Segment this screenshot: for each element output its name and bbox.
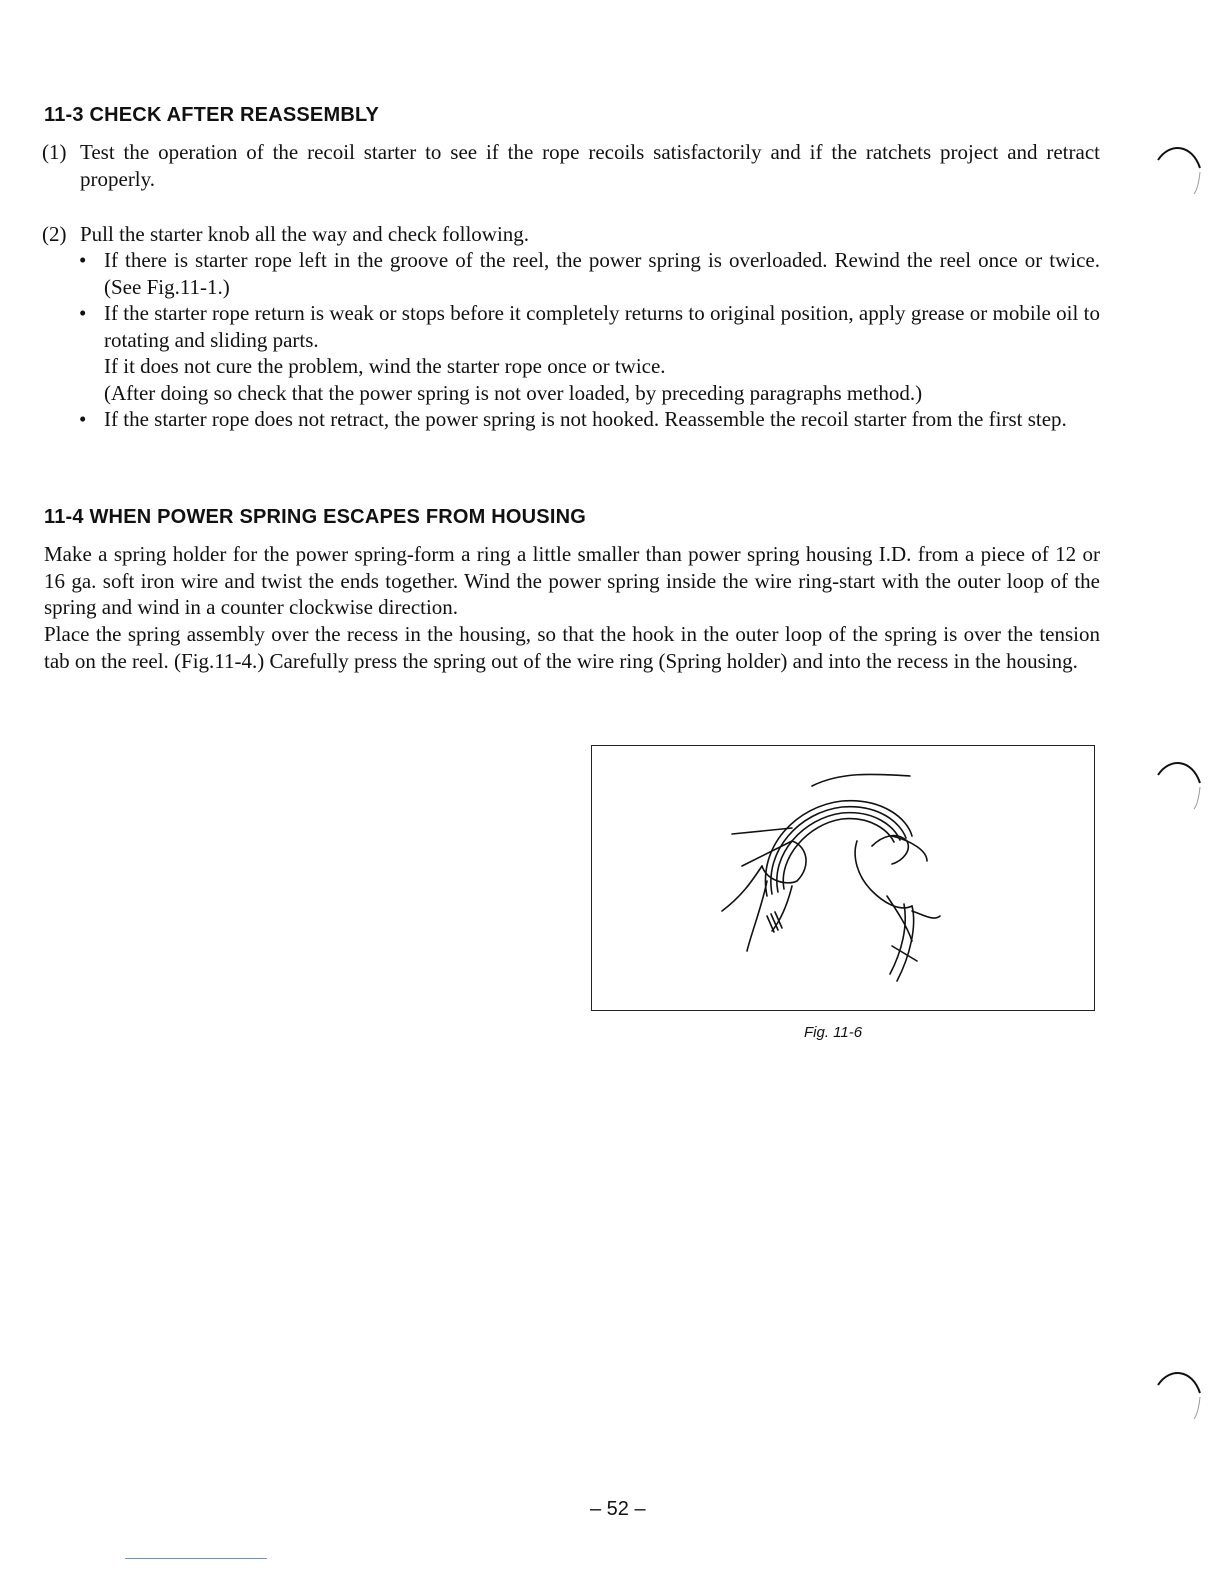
- paragraph-place-spring: Place the spring assembly over the recess in the housing, so that the hook in the outer loop of the spring is over the tension tab on the reel. (Fig.11-4.) Carefully press the spring out of the wire ring (Spring holder) and into the recess in the housing.: [44, 622, 1100, 673]
- check-bullet-list: [79, 247, 1100, 433]
- paragraph-spring-holder: Make a spring holder for the power spring-form a ring a little smaller than power spring housing I.D. from a piece of 12 or 16 ga. soft iron wire and twist the ends together. Wind the power spring inside the wire ring-start with the outer loop of the spring and wind in a counter clockwise direction.: [44, 542, 1100, 619]
- hands-holding-spring-illustration: [592, 746, 1096, 1012]
- item-1-text: Test the operation of the recoil starter to see if the rope recoils satisfactorily and if the ratchets project and retract properly.: [80, 140, 1100, 191]
- item-1-number: (1): [42, 140, 67, 164]
- item-1: [42, 139, 1100, 192]
- bullet-text: (After doing so check that the power spring is not over loaded, by preceding paragraphs method.): [104, 380, 923, 405]
- bullet-item: [79, 300, 1100, 406]
- page-number: – 52 –: [590, 1498, 646, 1520]
- bullet-text: If it does not cure the problem, wind the starter rope once or twice.: [104, 354, 666, 378]
- figure-frame: [591, 745, 1095, 1011]
- bullet-text: If the starter rope return is weak or stops before it completely returns to original position, apply grease or mobile oil to rotating and sliding parts.: [104, 301, 1100, 352]
- bullet-text: If there is starter rope left in the groove of the reel, the power spring is overloaded. Rewind the reel once or twice. (See Fig.11-1.): [104, 248, 1100, 299]
- binder-hole-icon: [1150, 755, 1210, 815]
- scan-edge-line: [125, 1558, 267, 1559]
- bullet-text: If the starter rope does not retract, the power spring is not hooked. Reassemble the recoil starter from the first step.: [104, 407, 1067, 431]
- section-heading-11-3: 11-3 CHECK AFTER REASSEMBLY: [44, 104, 380, 126]
- binder-hole-icon: [1150, 1365, 1210, 1425]
- item-2-number: (2): [42, 222, 67, 246]
- figure-caption: Fig. 11-6: [804, 1024, 863, 1041]
- item-2: [42, 221, 1100, 248]
- bullet-item: [79, 406, 1100, 433]
- item-2-text: Pull the starter knob all the way and check following.: [80, 222, 530, 246]
- binder-hole-icon: [1150, 140, 1210, 200]
- bullet-icon: •: [79, 248, 87, 272]
- section-heading-11-4: 11-4 WHEN POWER SPRING ESCAPES FROM HOUSING: [44, 506, 587, 528]
- bullet-icon: •: [79, 301, 87, 325]
- bullet-icon: •: [79, 407, 87, 431]
- bullet-item: [79, 247, 1100, 300]
